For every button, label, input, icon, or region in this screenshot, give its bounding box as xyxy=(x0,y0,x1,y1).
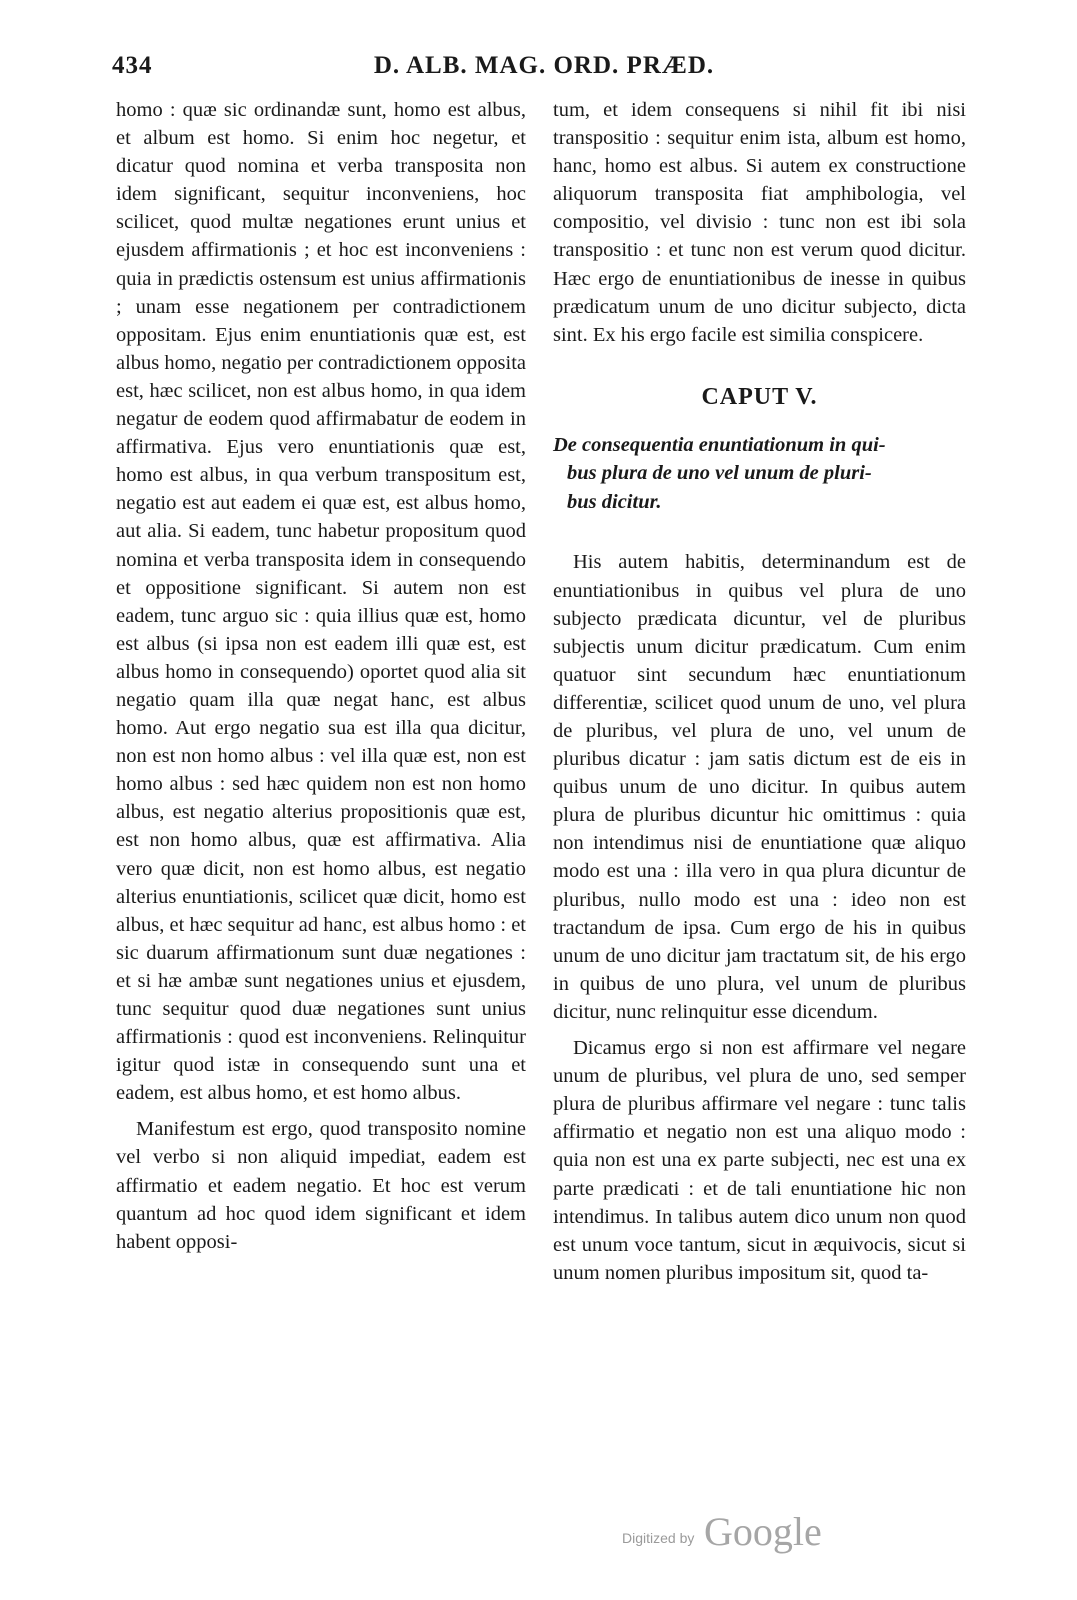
body-paragraph: Dicamus ergo si non est affirmare vel negare unum de pluribus, vel plura de uno, sed semper plura de pluribus affirmare vel negare : tunc talis affirmatio et negatio non est una aliquo modo : quia non est una ex parte subjecti, nec est una ex parte prædicati : et de tali enuntiatione hic non intendimus. In talibus autem dico unum non quod est unum voce tantum, sicut in æquivocis, sicut si unum nomen pluribus impositum sit, quod ta- xyxy=(553,1037,966,1284)
chapter-heading: CAPUT V. xyxy=(701,383,818,410)
chapter-subtitle xyxy=(553,431,966,517)
google-logo: Google xyxy=(704,1509,822,1554)
body-paragraph: Manifestum est ergo, quod transposito nomine vel verbo si non aliquid impediat, eadem est affirmatio et eadem negatio. Et hoc est verum quantum ad hoc quod idem significant et idem habent opposi- xyxy=(116,1118,526,1253)
running-head xyxy=(112,52,976,92)
body-paragraph-continued: tum, et idem consequens si nihil fit ibi nisi transpositio : sequitur enim ista, album est homo, hanc, homo est albus. Si autem ex constructione aliquorum transposita fiat amphibologia, vel compositio, vel divisio : tunc non est ibi sola transpositio : et tunc non est verum quod dicitur. Hæc ergo de enuntiationibus de inesse in quibus prædicatum unum de uno dicitur subjecto, dicta sint. Ex his ergo facile est similia conspicere. xyxy=(553,99,966,346)
digitized-by-label: Digitized by xyxy=(622,1530,695,1546)
body-paragraph: His autem habitis, determinandum est de enuntiationibus in quibus vel plura de uno subjecto prædicata dicuntur, vel de pluribus subjectis unum dicitur prædicatum. Cum enim quatuor sint secundum hæc enuntiationum differentiæ, scilicet quod unum de uno, vel plura de pluribus, vel plura de uno, vel unum de pluribus dicatur : jam satis dictum est de eis in quibus unum de uno dicitur. In quibus autem plura de pluribus dicuntur hic omittimus : quia non intendimus nisi de enuntiatione quæ aliquo modo est una : illa vero in qua plura dicuntur de pluribus, nullo modo est una : ideo non est tractandum de ipsa. Cum ergo de his in quibus unum de uno dicitur jam tractatum sit, de his ergo in quibus de uno plura, vel unum de pluribus dicitur, nunc relinquitur esse dicendum. xyxy=(553,551,966,1023)
left-column xyxy=(116,96,526,1256)
chapter-subtitle-line: bus dicitur. xyxy=(567,490,662,513)
running-title: D. ALB. MAG. ORD. PRÆD. xyxy=(373,52,715,79)
chapter-subtitle-line: bus plura de uno vel unum de pluri- xyxy=(567,462,872,485)
right-column xyxy=(553,96,966,1287)
page-number: 434 xyxy=(112,52,153,79)
chapter-subtitle-line: De consequentia enuntiationum in qui- xyxy=(553,433,886,456)
digitization-watermark xyxy=(622,1508,862,1558)
body-paragraph: homo : quæ sic ordinandæ sunt, homo est albus, et album est homo. Si enim hoc negetur, et dicatur quod nomina et verba transposita non idem significant, sequitur inconveniens, hoc scilicet, quod multæ negationes erunt unius et ejusdem affirmationis ; et hoc est inconveniens : quia in prædictis ostensum est unius affirmationis ; unam esse negationem per contradictionem oppositam. Ejus enim enuntiationis quæ est, est albus homo, negatio per contradictionem opposita est, hæc scilicet, non est albus homo, in qua idem negatur de eodem quod affirmabatur de eodem in affirmativa. Ejus vero enuntiationis quæ est, homo est albus, in qua verbum transpositum est, negatio est aut eadem ei quæ est, est albus homo, aut alia. Si eadem, tunc habetur propositum quod nomina et verba transposita idem in consequendo et oppositione significant. Si autem non est eadem, tunc arguo sic : quia illius quæ est, homo est albus (si ipsa non est eadem illi quæ est, est albus homo in consequendo) oportet quod alia sit negatio quam illa quæ negat hanc, est albus homo. Aut ergo negatio sua est illa qua dicitur, non est non homo albus : vel illa quæ est, non est homo albus : sed hæc quidem non est non homo albus, est negatio alterius propositionis quæ est, est non homo albus, quæ est affirmativa. Alia vero quæ dicit, non est homo albus, est negatio alterius enuntiationis, scilicet quæ dicit, homo est albus, et hæc sequitur ad hanc, est albus homo : et sic duarum affirmationum sunt duæ negationes : et si hæ ambæ sunt negationes unius et ejusdem, tunc sequitur quod duæ negationes sunt unius affirmationis : quod est inconveniens. Relinquitur igitur quod istæ in consequendo sunt una et eadem, est albus homo, et est homo albus. xyxy=(116,99,526,1105)
